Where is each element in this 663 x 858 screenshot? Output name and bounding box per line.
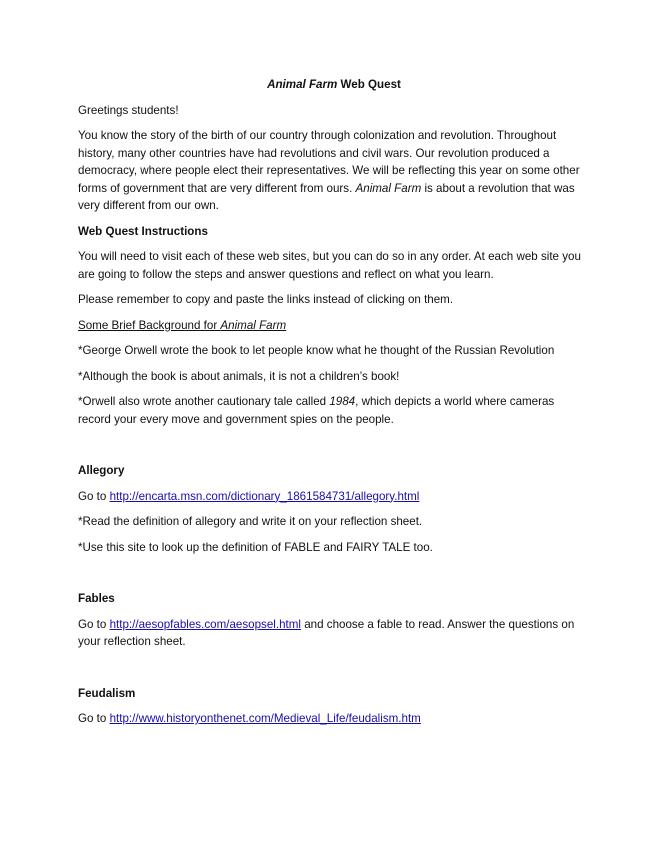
background-item-3-italic: 1984 bbox=[329, 395, 356, 408]
feudalism-goto bbox=[78, 710, 590, 728]
feudalism-link[interactable]: http://www.historyonthenet.com/Medieval_Life/feudalism.htm bbox=[109, 712, 421, 725]
title-italic: Animal Farm bbox=[267, 78, 338, 91]
title-rest: Web Quest bbox=[337, 78, 401, 91]
background-item-3 bbox=[78, 393, 590, 428]
intro-part2: is about a revolution that was very different from our own. bbox=[78, 181, 575, 212]
greeting: Greetings students! bbox=[78, 103, 179, 117]
fables-link[interactable]: http://aesopfables.com/aesopsel.html bbox=[109, 617, 301, 631]
background-heading bbox=[78, 317, 590, 335]
intro-paragraph bbox=[78, 127, 590, 215]
allegory-step-2: *Use this site to look up the definition of FABLE and FAIRY TALE too. bbox=[78, 540, 433, 554]
background-heading-prefix: Some Brief Background for bbox=[78, 318, 221, 332]
allegory-heading: Allegory bbox=[78, 464, 125, 477]
allegory-goto bbox=[78, 488, 590, 506]
intro-italic: Animal Farm bbox=[355, 181, 422, 195]
page-title bbox=[78, 76, 590, 94]
feudalism-heading: Feudalism bbox=[78, 686, 136, 700]
allegory-step-1: *Read the definition of allegory and write it on your reflection sheet. bbox=[78, 515, 423, 528]
fables-heading: Fables bbox=[78, 592, 115, 605]
fables-rest: and choose a fable to read. Answer the questions on your reflection sheet. bbox=[78, 617, 575, 648]
spacer bbox=[78, 436, 590, 462]
intro-part1: You know the story of the birth of our country through colonization and revolution. Throughout history, many other countries have had revolutions and civil wars. Our revolution produced a democracy, where people elect their representatives. We will be reflecting this year on some other forms of government that are very different from ours. bbox=[78, 129, 580, 195]
instructions-heading: Web Quest Instructions bbox=[78, 224, 208, 238]
allegory-link[interactable]: http://encarta.msn.com/dictionary_1861584731/allegory.html bbox=[109, 489, 420, 503]
background-item-3-part2: , which depicts a world where cameras record your every move and government spies on the people. bbox=[78, 395, 555, 426]
feudalism-goto-label: Go to bbox=[78, 712, 110, 725]
instructions-paragraph-1: You will need to visit each of these web sites, but you can do so in any order. At each web site you are going to follow the steps and answer questions and reflect on what you learn. bbox=[78, 250, 581, 281]
fables-goto-label: Go to bbox=[78, 617, 110, 631]
fables-goto bbox=[78, 616, 590, 651]
allegory-goto-label: Go to bbox=[78, 489, 110, 503]
background-item-2: *Although the book is about animals, it is not a children’s book! bbox=[78, 369, 400, 383]
spacer bbox=[78, 659, 590, 685]
background-item-3-part1: *Orwell also wrote another cautionary tale called bbox=[78, 395, 330, 408]
background-heading-italic: Animal Farm bbox=[220, 318, 287, 332]
instructions-paragraph-2: Please remember to copy and paste the links instead of clicking on them. bbox=[78, 293, 454, 306]
document-page bbox=[78, 76, 590, 736]
spacer bbox=[78, 564, 590, 590]
background-item-1: *George Orwell wrote the book to let people know what he thought of the Russian Revolution bbox=[78, 344, 555, 357]
